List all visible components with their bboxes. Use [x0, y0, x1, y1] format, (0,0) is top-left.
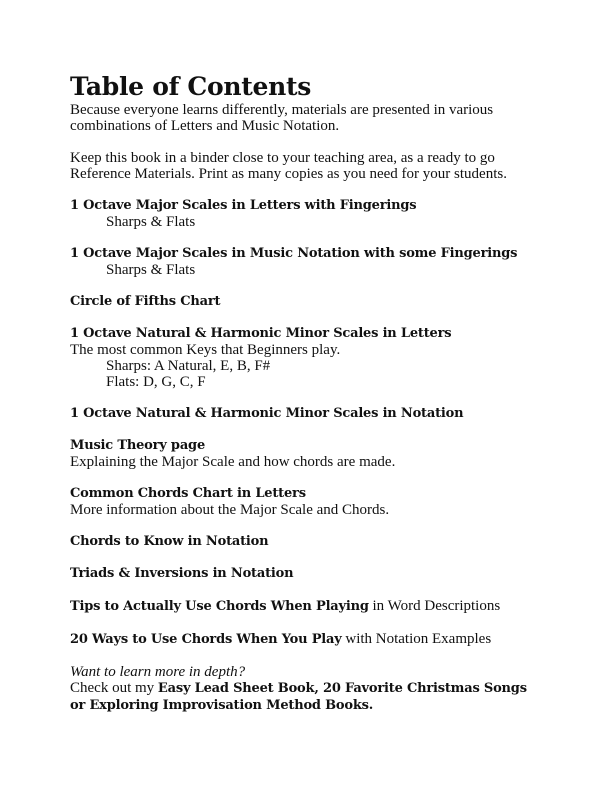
- toc-heading: 20 Ways to Use Chords When You Play: [70, 632, 342, 647]
- toc-heading-line: [70, 631, 550, 648]
- toc-entry-circle-of-fifths: [70, 294, 550, 310]
- toc-heading: Music Theory page: [70, 438, 206, 453]
- toc-subtext: Sharps & Flats: [106, 214, 196, 230]
- intro-line-3: Keep this book in a binder close to your teaching area, as a ready to go: [70, 150, 495, 166]
- toc-suffix: with Notation Examples: [341, 631, 492, 647]
- toc-entry-20-ways: [70, 631, 550, 648]
- toc-subtext: Sharps & Flats: [106, 262, 196, 278]
- toc-heading: Tips to Actually Use Chords When Playing: [70, 599, 369, 614]
- toc-heading-line: [70, 598, 550, 615]
- toc-entry-major-scales-notation: [70, 246, 550, 278]
- toc-description: The most common Keys that Beginners play.: [70, 342, 341, 358]
- book-titles-continued: or Exploring Improvisation Method Books.: [70, 698, 374, 713]
- outro-line-1: [70, 680, 550, 697]
- toc-entry-minor-scales-letters: [70, 326, 550, 390]
- table-of-contents-page: [70, 72, 550, 714]
- intro-line-1: Because everyone learns differently, materials are presented in various: [70, 102, 494, 118]
- toc-heading: Circle of Fifths Chart: [70, 294, 221, 309]
- book-titles: Easy Lead Sheet Book, 20 Favorite Christmas Songs: [157, 681, 527, 696]
- toc-entry-chords-to-know: [70, 534, 550, 550]
- toc-sharps-keys: Sharps: A Natural, E, B, F#: [106, 358, 271, 374]
- toc-entry-minor-scales-notation: [70, 406, 550, 422]
- toc-entry-tips-chords: [70, 598, 550, 615]
- outro-question: Want to learn more in depth?: [70, 664, 246, 680]
- toc-heading: Common Chords Chart in Letters: [70, 486, 306, 501]
- toc-description: Explaining the Major Scale and how chords are made.: [70, 454, 396, 470]
- outro: [70, 664, 550, 714]
- toc-heading: 1 Octave Major Scales in Letters with Fingerings: [70, 198, 417, 213]
- outro-line-2: [70, 697, 550, 714]
- toc-heading: Triads & Inversions in Notation: [70, 566, 294, 581]
- toc-heading: 1 Octave Natural & Harmonic Minor Scales in Notation: [70, 406, 464, 421]
- outro-prefix: Check out my: [70, 680, 158, 696]
- page-title: Table of Contents: [70, 72, 312, 101]
- toc-entry-triads-inversions: [70, 566, 550, 582]
- toc-suffix: in Word Descriptions: [368, 598, 501, 614]
- intro-line-2: combinations of Letters and Music Notation.: [70, 118, 340, 134]
- toc-entry-major-scales-letters: [70, 198, 550, 230]
- toc-heading: 1 Octave Natural & Harmonic Minor Scales in Letters: [70, 326, 452, 341]
- intro-line-4: Reference Materials. Print as many copies as you need for your students.: [70, 166, 507, 182]
- toc-heading: Chords to Know in Notation: [70, 534, 269, 549]
- toc-flats-keys: Flats: D, G, C, F: [106, 374, 206, 390]
- toc-heading: 1 Octave Major Scales in Music Notation with some Fingerings: [70, 246, 518, 261]
- toc-entry-music-theory: [70, 438, 550, 470]
- toc-entry-common-chords: [70, 486, 550, 518]
- toc-description: More information about the Major Scale and Chords.: [70, 502, 390, 518]
